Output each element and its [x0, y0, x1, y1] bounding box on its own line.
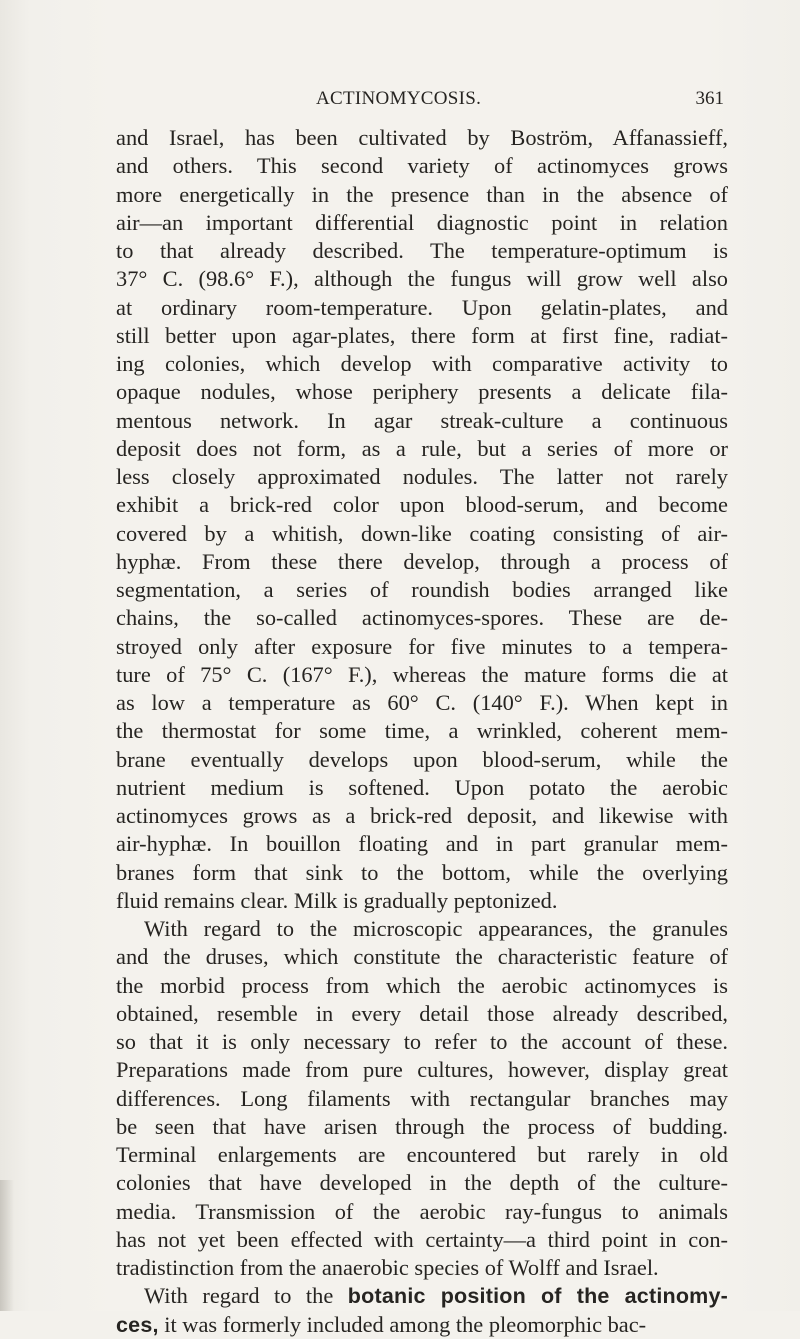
text-line: obtained, resemble in every detail those already described, — [116, 1000, 728, 1026]
page-number: 361 — [695, 88, 724, 109]
text-line: ture of 75° C. (167° F.), whereas the mature forms die at — [116, 661, 728, 687]
text-line: air—an important differential diagnostic point in relation — [116, 209, 728, 235]
text-line: be seen that have arisen through the process of budding. — [116, 1113, 728, 1139]
text-line: 37° C. (98.6° F.), although the fungus will grow well also — [116, 266, 728, 292]
text-line: the morbid process from which the aerobic actinomyces is — [116, 972, 728, 998]
text-line: covered by a whitish, down-like coating consisting of air- — [116, 520, 728, 546]
text-line: opaque nodules, whose periphery presents a delicate fila- — [116, 379, 728, 405]
text-line: With regard to the microscopic appearances, the granules — [144, 916, 728, 941]
text-line — [116, 1311, 728, 1339]
text-line: colonies that have developed in the depth of the culture- — [116, 1170, 728, 1196]
text-line: nutrient medium is softened. Upon potato the aerobic — [116, 774, 728, 800]
text-line: segmentation, a series of roundish bodies arranged like — [116, 577, 728, 602]
text-line: Preparations made from pure cultures, however, display great — [116, 1057, 728, 1083]
text-line: hyphæ. From these there develop, through a process of — [116, 548, 728, 574]
text-line: branes form that sink to the bottom, while the overlying — [116, 859, 728, 885]
text-line: so that it is only necessary to refer to the account of these. — [116, 1029, 728, 1054]
text-line: mentous network. In agar streak-culture a continuous — [116, 407, 728, 433]
text-line: stroyed only after exposure for five minutes to a tempera- — [116, 633, 728, 659]
text-line: the thermostat for some time, a wrinkled, coherent mem- — [116, 718, 728, 744]
text-line: and the druses, which constitute the characteristic feature of — [116, 944, 728, 970]
page-edge-shadow — [0, 1180, 14, 1311]
text-line: to that already described. The temperature-optimum is — [116, 238, 728, 263]
running-head — [116, 86, 724, 112]
text-line: deposit does not form, as a rule, but a series of more or — [116, 435, 728, 461]
text-line: more energetically in the presence than in the absence of — [116, 181, 728, 207]
text-line: less closely approximated nodules. The latter not rarely — [116, 464, 728, 489]
text-run: With regard to the — [144, 1283, 334, 1309]
text-line: brane eventually develops upon blood-serum, while the — [116, 746, 728, 772]
text-line: still better upon agar-plates, there form at first fine, radiat- — [116, 322, 728, 348]
text-line: has not yet been effected with certainty—a third point in con- — [116, 1226, 728, 1252]
text-line: media. Transmission of the aerobic ray-fungus to animals — [116, 1198, 728, 1224]
text-line: and Israel, has been cultivated by Boström, Affanassieff, — [116, 125, 728, 150]
text-line: air-hyphæ. In bouillon floating and in part granular mem- — [116, 831, 728, 857]
text-line: fluid remains clear. Milk is gradually peptonized. — [116, 887, 558, 913]
text-line: tradistinction from the anaerobic species of Wolff and Israel. — [116, 1255, 659, 1280]
text-line: ing colonies, which develop with comparative activity to — [116, 351, 728, 376]
text-line: actinomyces grows as a brick-red deposit, and likewise with — [116, 803, 728, 828]
text-line: chains, the so-called actinomyces-spores. These are de- — [116, 605, 728, 631]
text-line: at ordinary room-temperature. Upon gelatin-plates, and — [116, 294, 728, 320]
text-line: exhibit a brick-red color upon blood-serum, and become — [116, 492, 728, 518]
text-line: Terminal enlargements are encountered but rarely in old — [116, 1142, 728, 1167]
body-text — [116, 124, 728, 1339]
text-line: and others. This second variety of actinomyces grows — [116, 153, 728, 179]
text-line: as low a temperature as 60° C. (140° F.). When kept in — [116, 690, 728, 715]
text-run: it was formerly included among the pleomorphic bac- — [164, 1311, 647, 1337]
bold-term: botanic position of the actinomy- — [347, 1284, 728, 1309]
bold-term: ces, — [116, 1312, 159, 1337]
text-line — [116, 1282, 728, 1310]
text-line: differences. Long filaments with rectangular branches may — [116, 1085, 728, 1111]
running-title: ACTINOMYCOSIS. — [316, 88, 482, 109]
